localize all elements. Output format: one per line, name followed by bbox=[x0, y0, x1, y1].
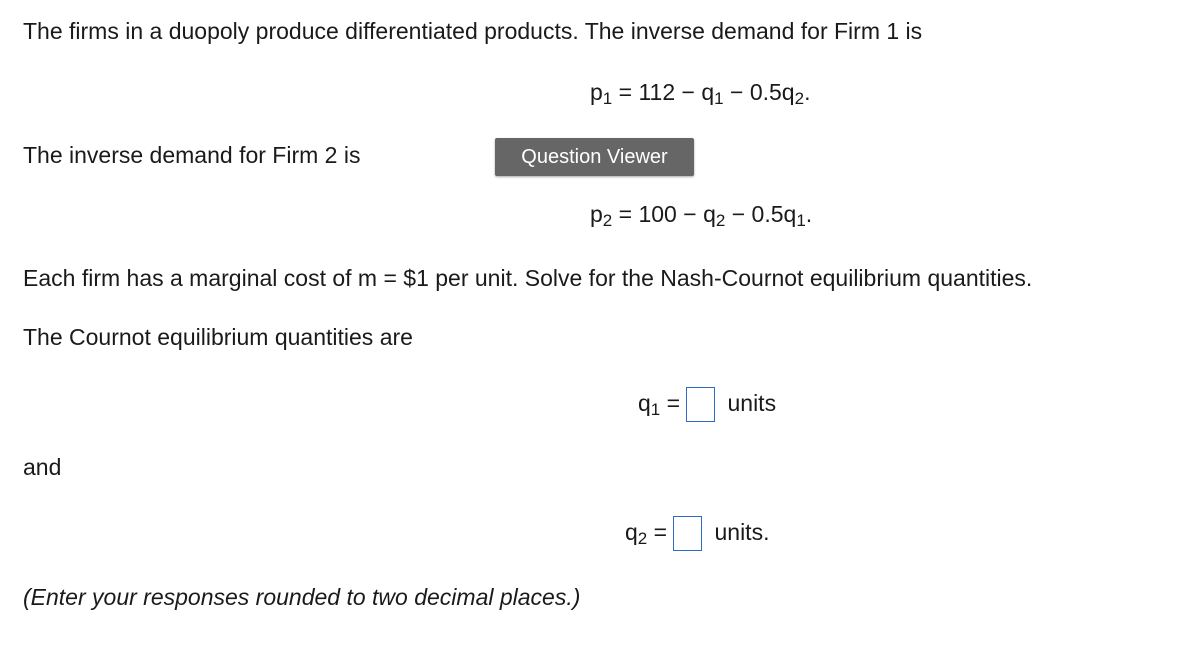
instruction-note: (Enter your responses rounded to two decimal places.) bbox=[23, 584, 581, 610]
eq1-p: p bbox=[590, 79, 603, 105]
eq1-sub-a: 1 bbox=[714, 89, 724, 108]
eq2-p: p bbox=[590, 201, 603, 227]
eq1-p-sub: 1 bbox=[602, 89, 613, 108]
eq2-rhs-a: = 100 − q bbox=[612, 201, 716, 227]
q1-unit: units bbox=[727, 390, 777, 416]
demand-equation-firm-1 bbox=[590, 78, 810, 106]
q2-var: q bbox=[625, 519, 638, 545]
and-text: and bbox=[23, 454, 62, 480]
equilibrium-text: The Cournot equilibrium quantities are bbox=[23, 324, 413, 350]
eq2-sub-b: 1 bbox=[796, 211, 806, 230]
q1-sub: 1 bbox=[650, 400, 661, 419]
q2-answer-input[interactable] bbox=[673, 516, 702, 551]
q1-var: q bbox=[638, 390, 651, 416]
q2-sub: 2 bbox=[637, 529, 648, 548]
question-viewer-button[interactable]: Question Viewer bbox=[495, 138, 694, 176]
q1-answer-input[interactable] bbox=[686, 387, 715, 422]
q2-unit: units. bbox=[714, 519, 770, 545]
eq2-sub-a: 2 bbox=[715, 211, 726, 230]
eq1-sub-b: 2 bbox=[794, 89, 805, 108]
intro-text: The firms in a duopoly produce differentiated products. The inverse demand for Firm 1 is bbox=[23, 18, 923, 44]
eq1-end: . bbox=[804, 79, 811, 105]
firm-2-text: The inverse demand for Firm 2 is bbox=[23, 142, 361, 168]
q2-equals: = bbox=[647, 519, 674, 545]
q1-equals: = bbox=[660, 390, 687, 416]
answer-row-q1 bbox=[638, 385, 776, 422]
eq2-p-sub: 2 bbox=[602, 211, 613, 230]
marginal-cost-text: Each firm has a marginal cost of m = $1 per unit. Solve for the Nash-Cournot equilibrium quantities. bbox=[23, 265, 1033, 291]
eq2-rhs-b: − 0.5q bbox=[725, 201, 797, 227]
answer-row-q2 bbox=[625, 514, 769, 551]
eq1-rhs-a: = 112 − q bbox=[612, 79, 715, 105]
eq1-rhs-b: − 0.5q bbox=[723, 79, 795, 105]
eq2-end: . bbox=[805, 201, 813, 227]
demand-equation-firm-2 bbox=[590, 200, 812, 228]
